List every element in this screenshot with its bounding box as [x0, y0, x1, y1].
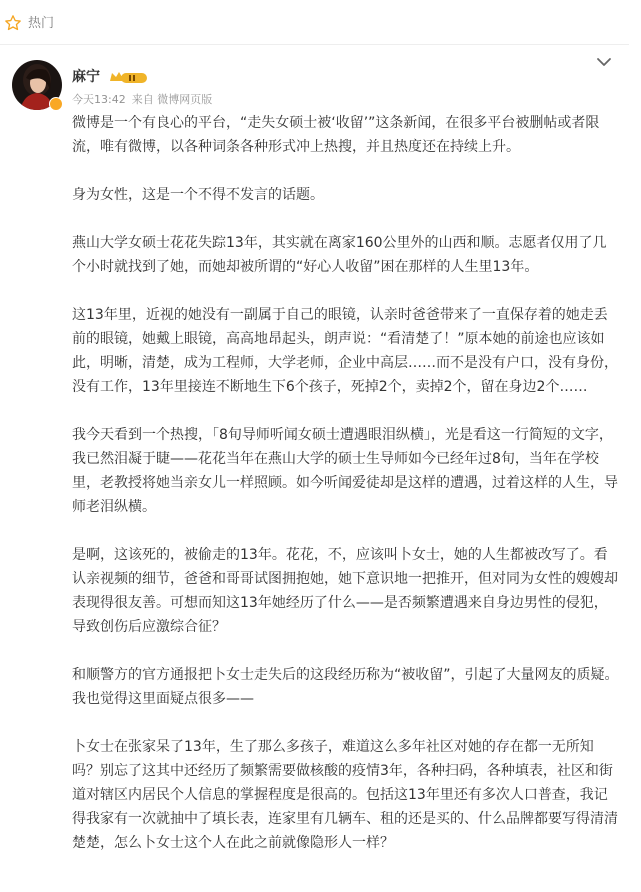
post-paragraph: 我今天看到一个热搜，「8旬导师听闻女硕士遭遇眼泪纵横」，光是看这一行简短的文字，我已然泪凝于睫——花花当年在燕山大学的硕士生导师如今已经年过8旬，当年在学校里，老教授将她当亲女儿一样照顾。如今听闻爱徒却是这样的遭遇，过着这样的人生，导师老泪纵横。	[72, 427, 618, 515]
verified-badge-icon	[49, 97, 63, 111]
post-paragraph: 和顺警方的官方通报把卜女士走失后的这段经历称为“被收留”，引起了大量网友的质疑。我也觉得这里面疑点很多——	[72, 667, 619, 707]
post-paragraph: 微博是一个有良心的平台，“走失女硕士被‘收留’”这条新闻，在很多平台被删帖或者限流，唯有微博，以各种词条各种形式冲上热搜，并且热度还在持续上升。	[72, 115, 600, 155]
hot-label: 热门	[28, 16, 55, 31]
post-paragraph: 卜女士在张家呆了13年，生了那么多孩子，难道这么多年社区对她的存在都一无所知吗？别忘了这其中还经历了频繁需要做核酸的疫情3年，各种扫码，各种填表，社区和街道对辖区内居民个人信息的掌握程度是很高的。包括这13年里还有多次人口普查，我记得我家有一次就抽中了填长表，连家里有几辆车、租的还是买的、什么品牌都要写得清清楚楚，怎么卜女士这个人在此之前就像隐形人一样？	[72, 739, 618, 851]
username[interactable]: 麻宁	[72, 69, 100, 85]
post-paragraph: 这13年里，近视的她没有一副属于自己的眼镜，认亲时爸爸带来了一直保存着的她走丢前的眼镜，她戴上眼镜，高高地昂起头，朗声说：“看清楚了！”原本她的前途也应该如此，明晰，清楚，成为工程师，大学老师，企业中高层……而不是没有户口，没有身份，没有工作，13年里接连不断地生下6个孩子，死掉2个，卖掉2个，留在身边2个……	[72, 307, 618, 395]
post-meta	[72, 93, 218, 107]
post-content	[72, 111, 620, 855]
post-time[interactable]: 今天13:42	[72, 93, 126, 106]
hot-section-header	[0, 0, 629, 45]
post-paragraph: 是啊，这该死的，被偷走的13年。花花，不，应该叫卜女士，她的人生都被改写了。看认亲视频的细节，爸爸和哥哥试图拥抱她，她下意识地一把推开，但对同为女性的嫂嫂却表现得很友善。可想而知这13年她经历了什么——是否频繁遭遇来自身边男性的侵犯，导致创伤后应激综合征？	[72, 547, 618, 635]
star-icon	[4, 14, 22, 32]
chevron-down-icon[interactable]	[596, 56, 612, 68]
post-paragraph: 身为女性，这是一个不得不发言的话题。	[72, 187, 324, 203]
vip-crown-badge-icon[interactable]	[109, 69, 149, 85]
post-source: 来自 微博网页版	[131, 93, 213, 106]
post-paragraph: 燕山大学女硕士花花失踪13年，其实就在离家160公里外的山西和顺。志愿者仅用了几个小时就找到了她，而她却被所谓的“好心人收留”困在那样的人生里13年。	[72, 235, 607, 275]
